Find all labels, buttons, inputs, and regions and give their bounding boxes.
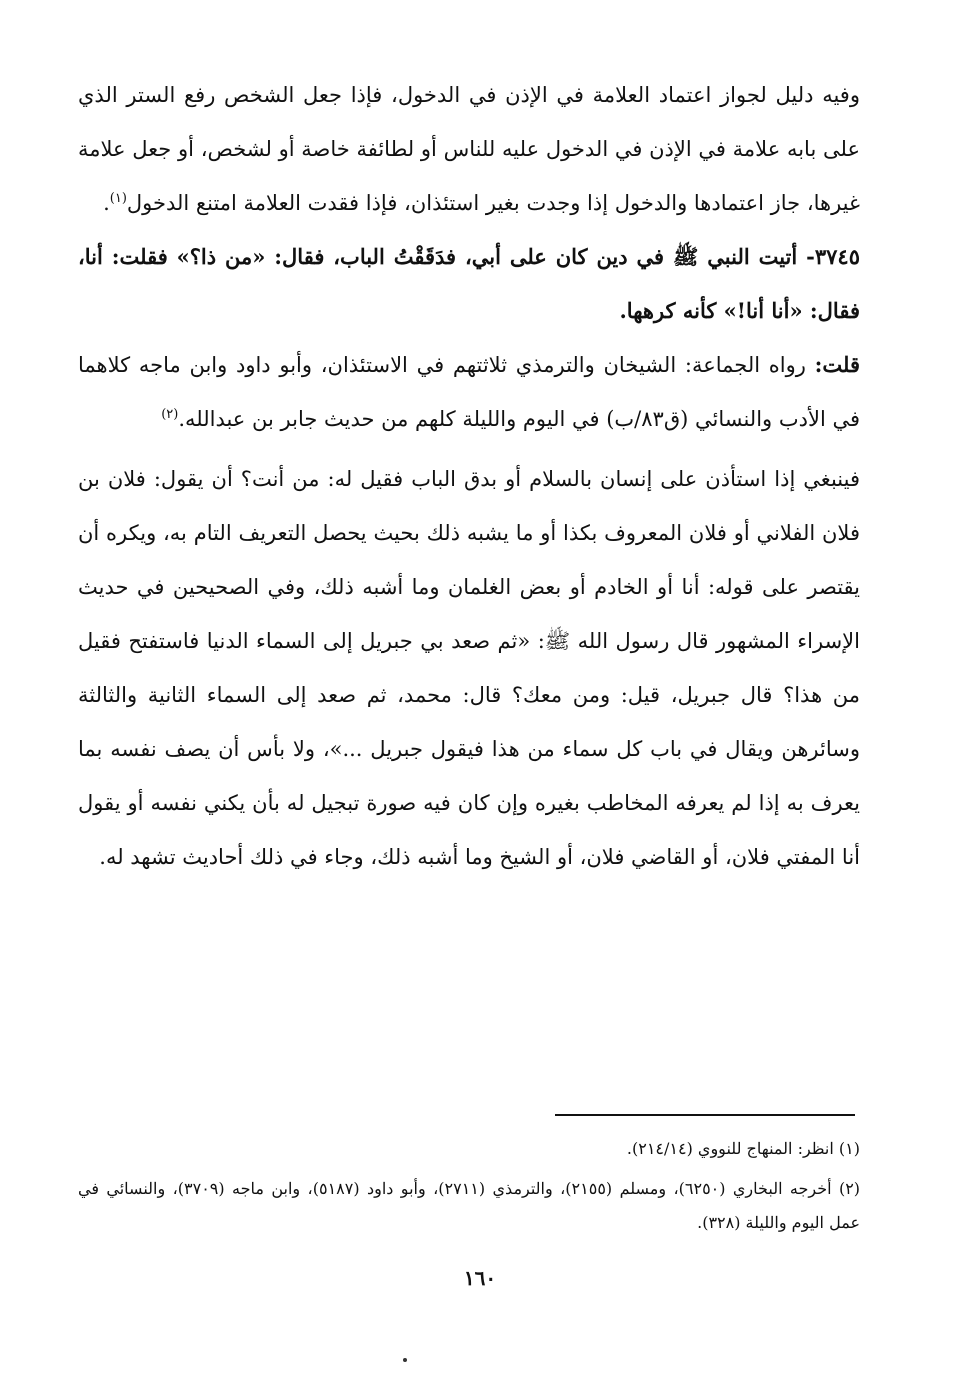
footnote-1: (١) انظر: المنهاج للنووي (٢١٤/١٤). xyxy=(626,1139,860,1158)
scan-speck xyxy=(403,1358,407,1362)
paragraph-commentary-end: . xyxy=(103,191,110,215)
page-number: ١٦٠ xyxy=(463,1266,497,1290)
hadith-text: أتيت النبي ﷺ في دين كان على أبي، فدَقَقْتُ الباب، فقال: «من ذا؟» فقلت: أنا، فقال: «أنا أنا!» كأنه كرهها. xyxy=(78,244,860,323)
footnote-divider xyxy=(555,1114,855,1116)
hadith-number: ٣٧٤٥- xyxy=(806,244,860,269)
qult-text: رواه الجماعة: الشيخان والترمذي ثلاثتهم في الاستئذان، وأبو داود وابن ماجه كلاهما في الأدب والنسائي (ق٨٣/ب) في اليوم والليلة كلهم من حديث جابر بن عبدالله. xyxy=(78,353,860,431)
footnotes xyxy=(78,1132,860,1246)
footnote-ref-2[interactable]: (٢) xyxy=(161,407,179,422)
qult-label: قلت: xyxy=(814,352,860,377)
page-body xyxy=(78,68,860,884)
paragraph-takhrij xyxy=(78,338,860,446)
hadith-3745 xyxy=(78,230,860,338)
paragraph-commentary-text: وفيه دليل لجواز اعتماد العلامة في الإذن في الدخول، فإذا جعل الشخص رفع الستر الذي على بابه علامة في الإذن في الدخول عليه للناس أو لطائفة خاصة أو لشخص، أو جعل علامة غيرها، جاز اعتمادها والدخول إذا وجدت بغير استئذان، فإذا فقدت العلامة امتنع الدخول xyxy=(78,83,860,215)
paragraph-explanation: فينبغي إذا استأذن على إنسان بالسلام أو بدق الباب فقيل له: من أنت؟ أن يقول: فلان بن فلان الفلاني أو فلان المعروف بكذا أو ما يشبه ذلك بحيث يحصل التعريف التام به، ويكره أن يقتصر على قوله: أنا أو الخادم أو بعض الغلمان وما أشبه ذلك، وفي الصحيحين في حديث الإسراء المشهور قال رسول الله ﷺ: «ثم صعد بي جبريل إلى السماء الدنيا فاستفتح فقيل من هذا؟ قال جبريل، قيل: ومن معك؟ قال: محمد، ثم صعد إلى السماء الثانية والثالثة وسائرهن ويقال في باب كل سماء من هذا فيقول جبريل ...»، ولا بأس أن يصف نفسه بما يعرف به إذا لم يعرفه المخاطب بغيره وإن كان فيه صورة تبجيل له بأن يكني نفسه أو يقول أنا المفتي فلان، أو القاضي فلان، أو الشيخ وما أشبه ذلك، وجاء في ذلك أحاديث تشهد له. xyxy=(78,467,861,869)
paragraph-commentary xyxy=(78,68,860,230)
footnote-ref-1[interactable]: (١) xyxy=(109,191,127,206)
footnote-2: (٢) أخرجه البخاري (٦٢٥٠)، ومسلم (٢١٥٥)، والترمذي (٢٧١١)، وأبو داود (٥١٨٧)، وابن ماجه (٣٧٠٩)، والنسائي في عمل اليوم والليلة (٣٢٨). xyxy=(78,1179,861,1232)
